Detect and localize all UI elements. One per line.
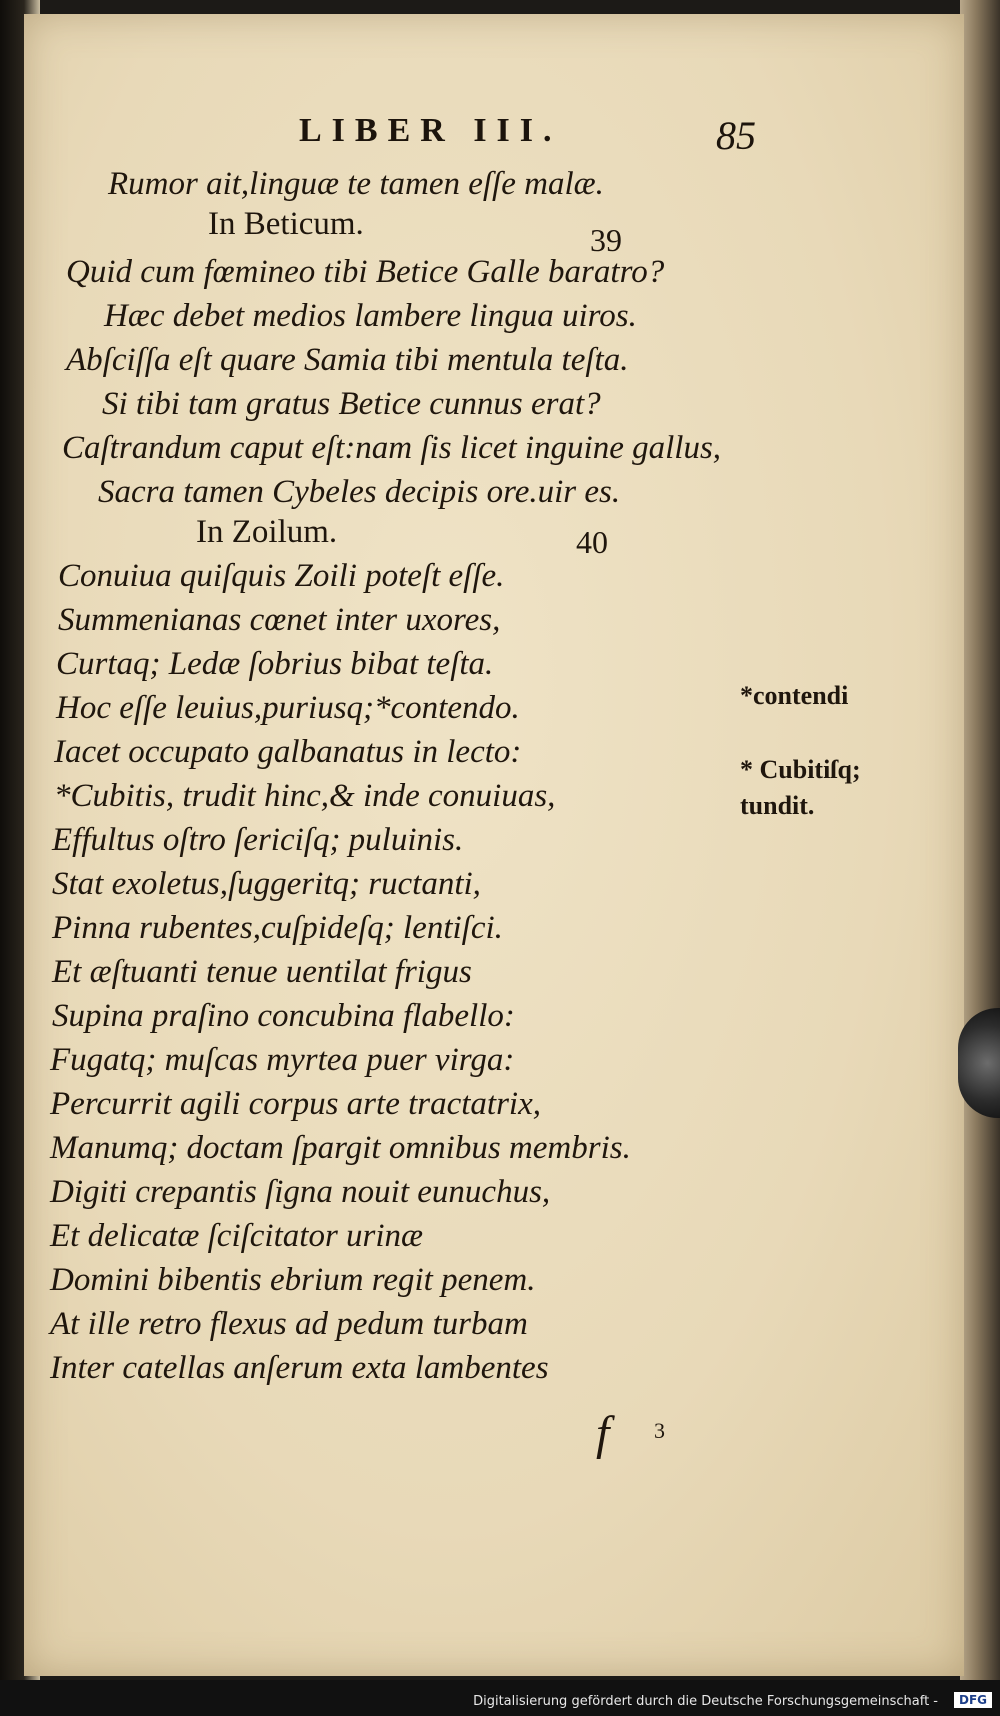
text-line: Stat exoletus,ſuggeritq; ructanti, — [52, 866, 481, 902]
text-line: Sacra tamen Cybeles decipis ore.uir es. — [98, 474, 621, 510]
text-line: Si tibi tam gratus Betice cunnus erat? — [102, 386, 601, 422]
running-head: LIBER III. — [299, 112, 562, 149]
text-line: Hæc debet medios lambere lingua uiros. — [104, 298, 637, 334]
text-line: Iacet occupato galbanatus in lecto: — [54, 734, 522, 770]
margin-note: tundit. — [740, 791, 815, 820]
text-line: At ille retro flexus ad pedum turbam — [50, 1306, 528, 1342]
book-page — [24, 14, 964, 1676]
credit-bar — [0, 1680, 1000, 1716]
text-line: Inter catellas anſerum exta lambentes — [50, 1350, 549, 1386]
text-line: Summenianas cœnet inter uxores, — [58, 602, 501, 638]
signature-number: 3 — [654, 1418, 665, 1443]
text-line: Curtaq; Ledæ ſobrius bibat teſta. — [56, 646, 494, 682]
text-line: Conuiua quiſquis Zoili poteſt eſſe. — [58, 558, 505, 594]
text-line: Rumor ait,linguæ te tamen eſſe malæ. — [108, 166, 604, 202]
credit-text: Digitalisierung gefördert durch die Deutsche Forschungsgemeinschaft - — [473, 1694, 938, 1709]
book-edge — [960, 0, 1000, 1680]
epigram-heading: In Beticum. — [208, 206, 364, 242]
text-line: Effultus oſtro ſericiſq; puluinis. — [52, 822, 464, 858]
text-line: Fugatq; muſcas myrtea puer virga: — [50, 1042, 515, 1078]
epigram-heading: In Zoilum. — [196, 514, 338, 550]
text-line: Et æſtuanti tenue uentilat frigus — [52, 954, 472, 990]
dfg-logo: DFG — [954, 1692, 992, 1708]
epigram-number: 39 — [590, 222, 622, 258]
text-line: Caſtrandum caput eſt:nam ſis licet inguine gallus, — [62, 430, 722, 466]
text-line: Supina praſino concubina flabello: — [52, 998, 515, 1034]
text-line: *Cubitis, trudit hinc,& inde conuiuas, — [54, 778, 556, 814]
page-number: 85 — [716, 113, 756, 158]
text-line: Pinna rubentes,cuſpideſq; lentiſci. — [52, 910, 503, 946]
facing-page-bleedthrough — [714, 184, 722, 234]
text-line: Abſciſſa eſt quare Samia tibi mentula teſta. — [66, 342, 629, 378]
epigram-number: 40 — [576, 524, 608, 560]
margin-note: * Cubitiſq; — [740, 755, 861, 784]
text-line: Domini bibentis ebrium regit penem. — [50, 1262, 536, 1298]
text-line: Quid cum fœmineo tibi Betice Galle baratro? — [66, 254, 665, 290]
text-line: Hoc eſſe leuius,puriusq;*contendo. — [56, 690, 520, 726]
text-line: Percurrit agili corpus arte tractatrix, — [50, 1086, 541, 1122]
text-line: Manumq; doctam ſpargit omnibus membris. — [50, 1130, 631, 1166]
text-line: Et delicatæ ſciſcitator urinæ — [50, 1218, 424, 1254]
margin-note: *contendi — [740, 681, 849, 710]
signature-mark: f — [596, 1407, 610, 1460]
text-line: Digiti crepantis ſigna nouit eunuchus, — [50, 1174, 551, 1210]
